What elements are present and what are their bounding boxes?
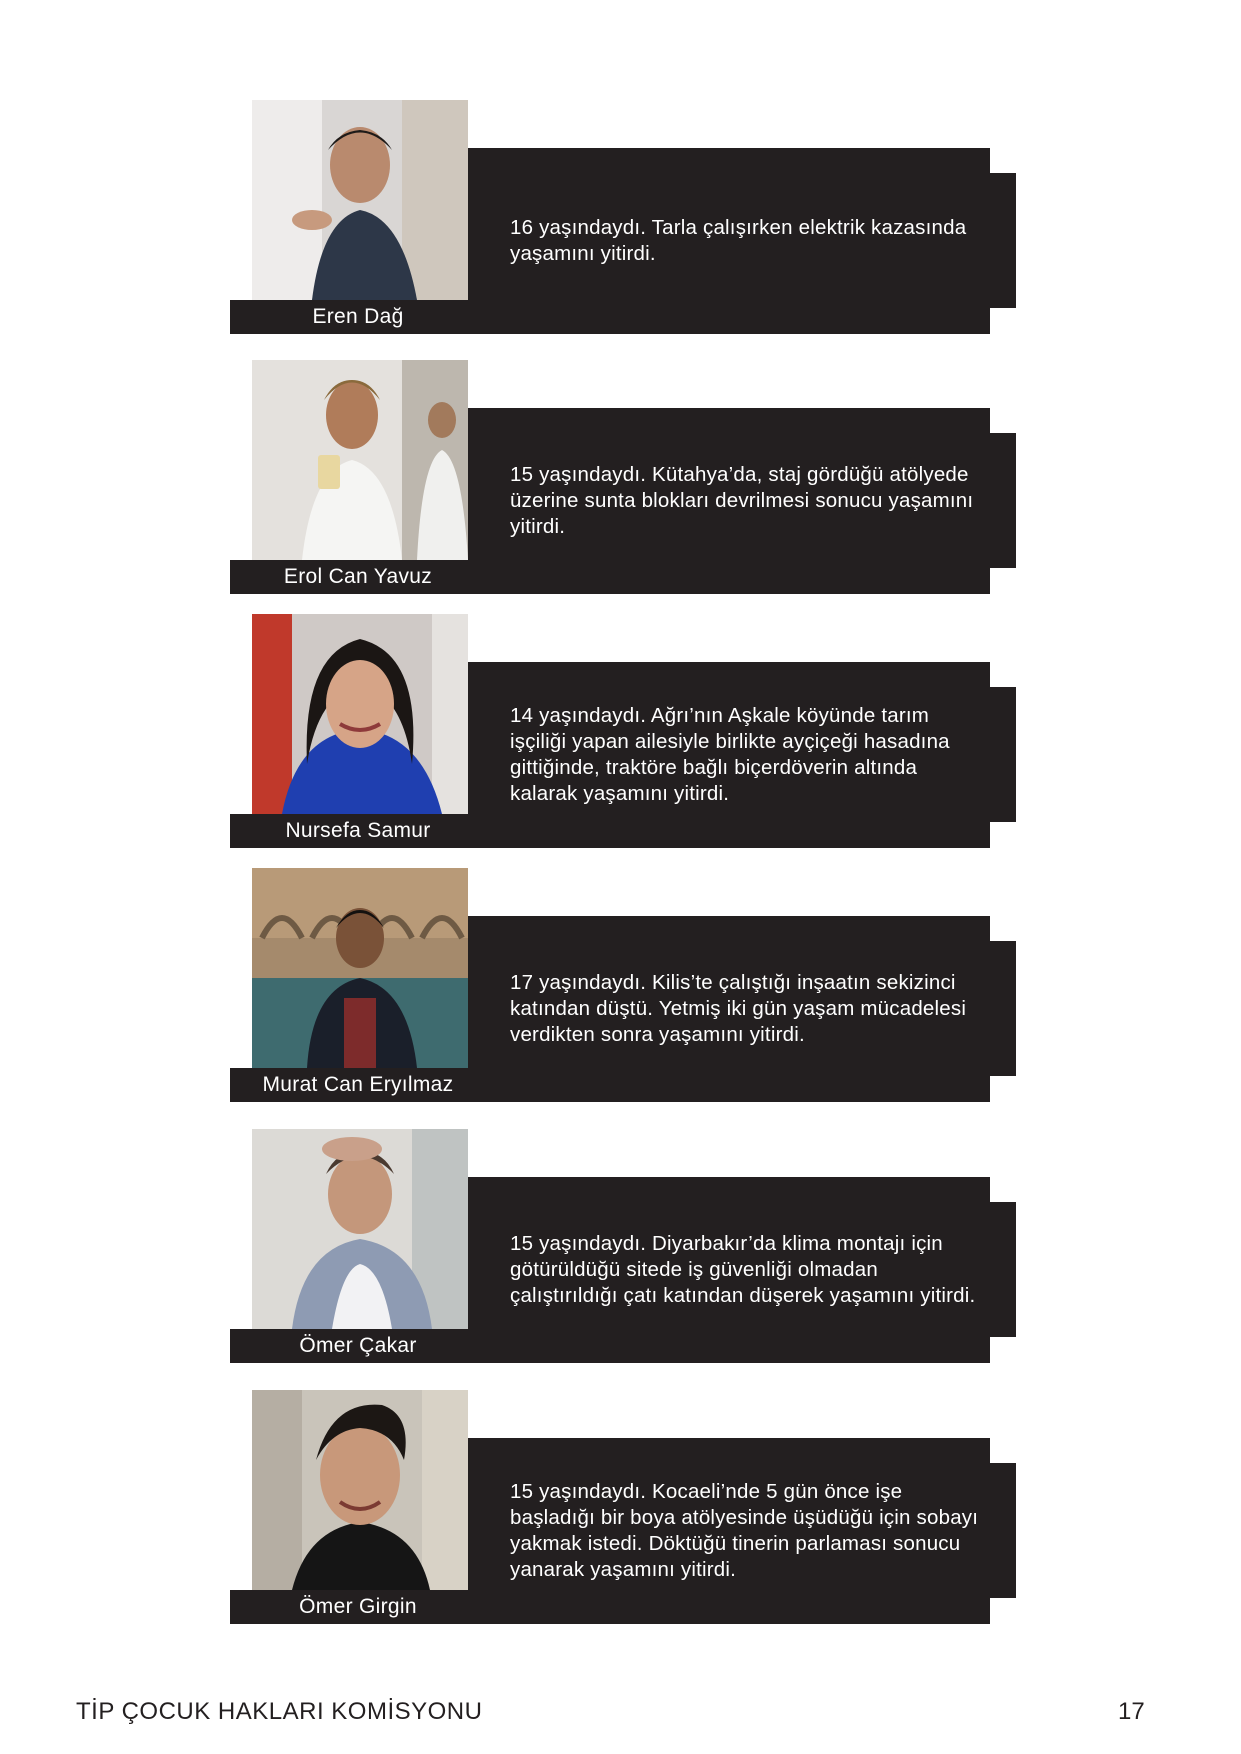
description-text: 15 yaşındaydı. Kütahya’da, staj gördüğü atölyede üzerine sunta blokları devrilmesi sonucu yaşamını yitirdi. bbox=[510, 463, 974, 538]
memorial-entry bbox=[230, 100, 1010, 340]
portrait-photo bbox=[252, 868, 468, 1068]
child-name: Ömer Girgin bbox=[230, 1590, 486, 1624]
memorial-entry bbox=[230, 614, 1010, 854]
description-text-wrap bbox=[510, 1177, 980, 1363]
portrait-photo bbox=[252, 614, 468, 814]
panel-tab bbox=[990, 941, 1016, 1076]
child-name: Eren Dağ bbox=[230, 300, 486, 334]
child-name: Erol Can Yavuz bbox=[230, 560, 486, 594]
description-text-wrap bbox=[510, 662, 980, 848]
child-name: Murat Can Eryılmaz bbox=[230, 1068, 486, 1102]
memorial-entry bbox=[230, 868, 1010, 1108]
description-text: 16 yaşındaydı. Tarla çalışırken elektrik kazasında yaşamını yitirdi. bbox=[510, 216, 967, 265]
description-text: 15 yaşındaydı. Diyarbakır’da klima montajı için götürüldüğü sitede iş güvenliği olmadan çalıştırıldığı çatı katından düşerek yaşamını yitirdi. bbox=[510, 1232, 976, 1307]
description-text-wrap bbox=[510, 148, 980, 334]
panel-tab bbox=[990, 433, 1016, 568]
portrait-photo bbox=[252, 100, 468, 300]
panel-tab bbox=[990, 1202, 1016, 1337]
description-text-wrap bbox=[510, 916, 980, 1102]
portrait-photo bbox=[252, 1129, 468, 1329]
panel-tab bbox=[990, 173, 1016, 308]
memorial-entry bbox=[230, 1129, 1010, 1369]
portrait-photo bbox=[252, 1390, 468, 1590]
panel-tab bbox=[990, 687, 1016, 822]
child-name: Nursefa Samur bbox=[230, 814, 486, 848]
description-text: 14 yaşındaydı. Ağrı’nın Aşkale köyünde tarım işçiliği yapan ailesiyle birlikte ayçiçeği hasadına gittiğinde, traktöre bağlı biçerdöverin altında kalarak yaşamını yitirdi. bbox=[510, 704, 950, 805]
child-name: Ömer Çakar bbox=[230, 1329, 486, 1363]
description-text-wrap bbox=[510, 1438, 980, 1624]
description-text: 17 yaşındaydı. Kilis’te çalıştığı inşaatın sekizinci katından düştü. Yetmiş iki gün yaşam mücadelesi verdikten sonra yaşamını yitirdi. bbox=[510, 971, 967, 1046]
memorial-entry bbox=[230, 1390, 1010, 1630]
page-number: 17 bbox=[1118, 1698, 1145, 1725]
footer-title: TİP ÇOCUK HAKLARI KOMİSYONU bbox=[76, 1698, 483, 1725]
panel-tab bbox=[990, 1463, 1016, 1598]
description-text: 15 yaşındaydı. Kocaeli’nde 5 gün önce işe başladığı bir boya atölyesinde üşüdüğü için sobayı yakmak istedi. Döktüğü tinerin parlaması sonucu yanarak yaşamını yitirdi. bbox=[510, 1480, 979, 1581]
memorial-entry bbox=[230, 360, 1010, 600]
portrait-photo bbox=[252, 360, 468, 560]
description-text-wrap bbox=[510, 408, 980, 594]
